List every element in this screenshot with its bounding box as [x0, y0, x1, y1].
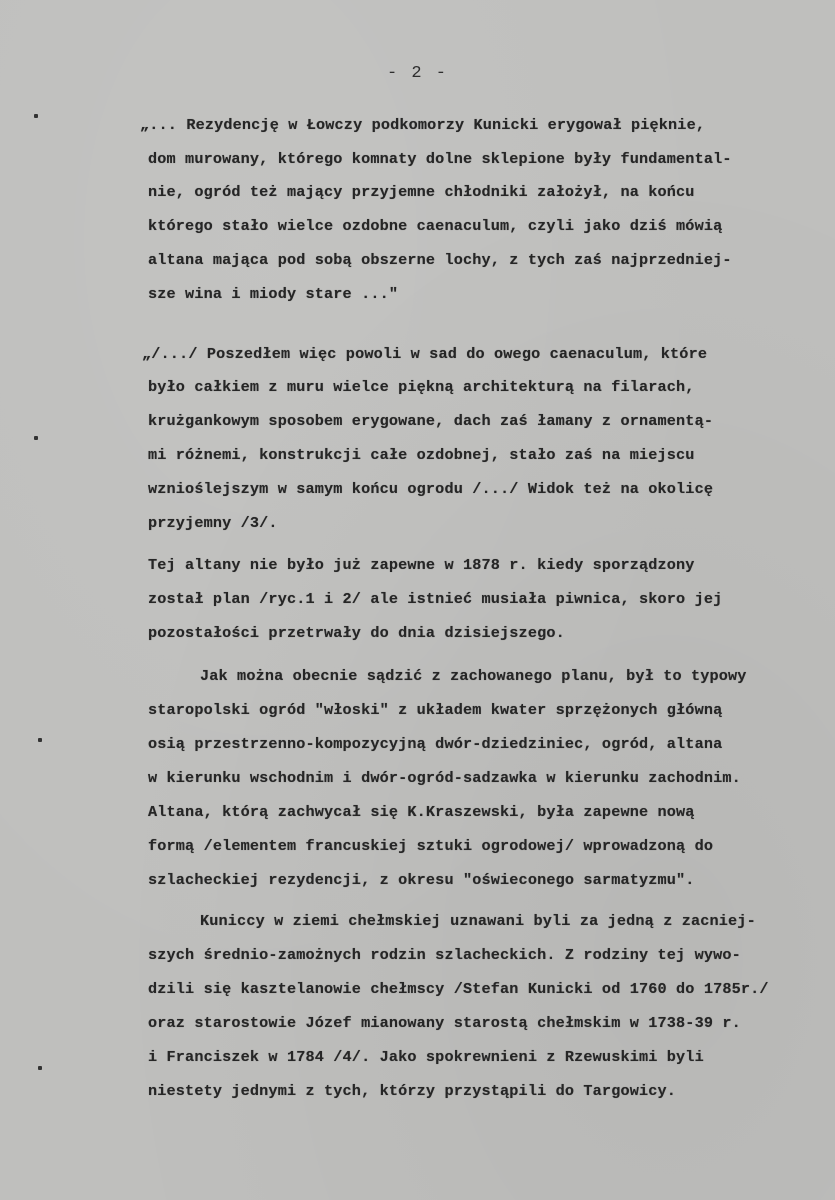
text-line: którego stało wielce ozdobne caenaculum, czyli jako dziś mówią: [148, 217, 723, 235]
margin-mark: [34, 114, 38, 118]
text-line: mi różnemi, konstrukcji całe ozdobnej, stało zaś na miejscu: [148, 446, 695, 464]
text-line: Jak można obecnie sądzić z zachowanego planu, był to typowy: [200, 667, 747, 685]
text-line: osią przestrzenno-kompozycyjną dwór-dziedziniec, ogród, altana: [148, 735, 723, 753]
text-line: nie, ogród też mający przyjemne chłodniki założył, na końcu: [148, 183, 695, 201]
text-line: staropolski ogród "włoski" z układem kwater sprzężonych główną: [148, 701, 723, 719]
text-line: Tej altany nie było już zapewne w 1878 r. kiedy sporządzony: [148, 556, 695, 574]
text-line: został plan /ryc.1 i 2/ ale istnieć musiała piwnica, skoro jej: [148, 590, 723, 608]
text-line: Kuniccy w ziemi chełmskiej uznawani byli za jedną z zacniej-: [200, 912, 756, 930]
text-line: przyjemny /3/.: [148, 514, 278, 532]
text-line: altana mająca pod sobą obszerne lochy, z tych zaś najprzedniej-: [148, 251, 732, 269]
margin-mark: [38, 738, 42, 742]
text-line: Altana, którą zachwycał się K.Kraszewski, była zapewne nową: [148, 803, 695, 821]
text-line: szych średnio-zamożnych rodzin szlacheckich. Z rodziny tej wywo-: [148, 946, 741, 964]
page-number: - 2 -: [386, 64, 448, 83]
margin-mark: [34, 436, 38, 440]
text-line: w kierunku wschodnim i dwór-ogród-sadzawka w kierunku zachodnim.: [148, 769, 741, 787]
text-line: szlacheckiej rezydencji, z okresu "oświeconego sarmatyzmu".: [148, 871, 695, 889]
text-line: i Franciszek w 1784 /4/. Jako spokrewnieni z Rzewuskimi byli: [148, 1048, 704, 1066]
text-line: „... Rezydencję w Łowczy podkomorzy Kunicki erygował pięknie,: [140, 116, 706, 134]
text-line: było całkiem z muru wielce piękną architekturą na filarach,: [148, 378, 695, 396]
text-line: dom murowany, którego komnaty dolne sklepione były fundamental-: [148, 150, 732, 168]
text-line: niestety jednymi z tych, którzy przystąpili do Targowicy.: [148, 1082, 677, 1100]
text-line: formą /elementem francuskiej sztuki ogrodowej/ wprowadzoną do: [148, 837, 714, 855]
text-line: sze wina i miody stare ...": [148, 285, 399, 303]
text-line: „/.../ Poszedłem więc powoli w sad do owego caenaculum, które: [142, 345, 708, 363]
margin-mark: [38, 1066, 42, 1070]
text-line: oraz starostowie Józef mianowany starostą chełmskim w 1738-39 r.: [148, 1014, 741, 1032]
text-line: dzili się kasztelanowie chełmscy /Stefan Kunicki od 1760 do 1785r./: [148, 980, 769, 998]
text-line: pozostałości przetrwały do dnia dzisiejszego.: [148, 624, 565, 642]
text-line: wznioślejszym w samym końcu ogrodu /.../ Widok też na okolicę: [148, 480, 714, 498]
text-line: krużgankowym sposobem erygowane, dach zaś łamany z ornamentą-: [148, 412, 714, 430]
